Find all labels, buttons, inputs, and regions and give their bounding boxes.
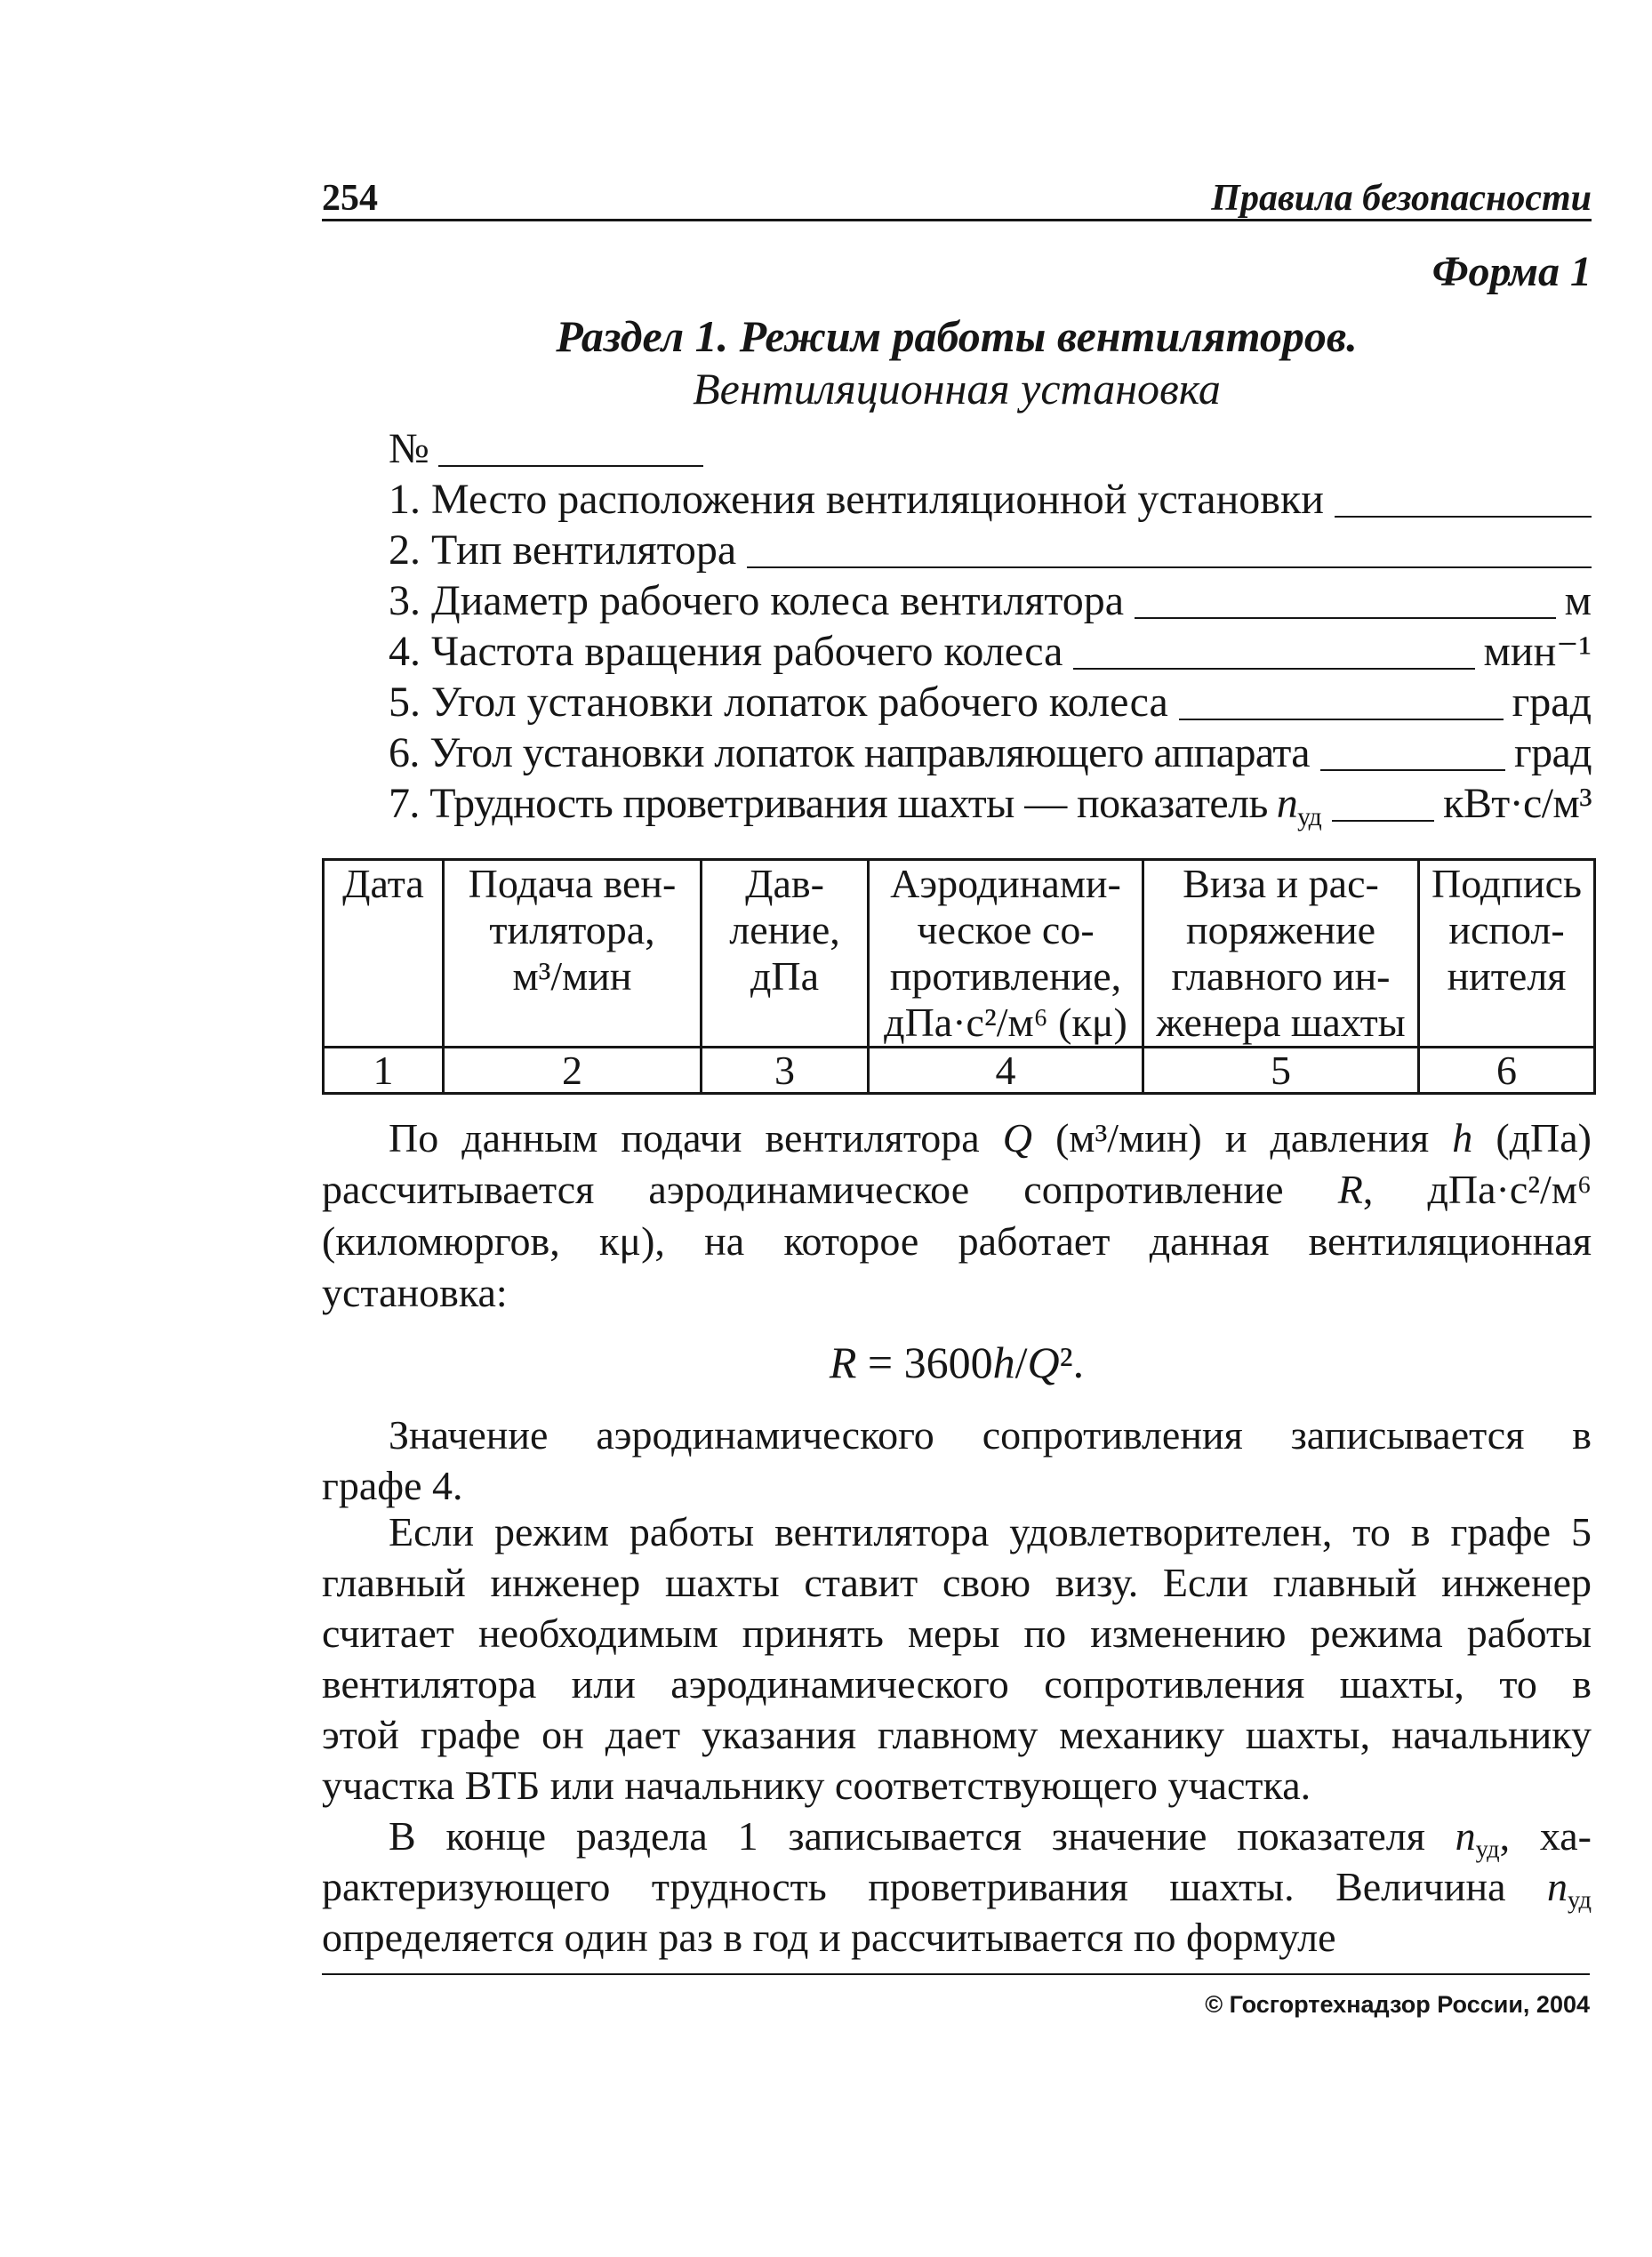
variable-q: Q xyxy=(1002,1115,1033,1161)
variable-n: n xyxy=(1455,1813,1476,1859)
text-line: графе 4. xyxy=(322,1463,463,1508)
field-label: 6. Угол установки лопаток направляющего аппарата xyxy=(389,729,1310,776)
column-number: 2 xyxy=(444,1048,702,1094)
field-unit: кВт·с/м³ xyxy=(1443,780,1592,827)
copyright-notice: © Госгортехнадзор России, 2004 xyxy=(1205,1991,1590,2018)
variable-h: h xyxy=(992,1337,1015,1387)
variable-h: h xyxy=(1452,1115,1473,1161)
field-label: 2. Тип вентилятора xyxy=(389,526,737,574)
variable-r: R xyxy=(1337,1167,1363,1212)
column-number: 4 xyxy=(869,1048,1143,1094)
text-segment: , дПа·с²/м⁶ xyxy=(1362,1167,1592,1212)
installation-number-row xyxy=(389,423,1592,474)
column-number: 3 xyxy=(702,1048,869,1094)
header-line: ление, xyxy=(729,907,840,952)
page-header xyxy=(322,174,1592,221)
field-label-group xyxy=(389,778,1321,829)
header-line: дПа xyxy=(750,953,820,999)
variable-subscript: уд xyxy=(1475,1835,1500,1864)
field-row-rotation-frequency xyxy=(389,626,1592,677)
field-row-guide-vane-angle xyxy=(389,727,1592,778)
symbol-subscript: уд xyxy=(1297,801,1322,831)
field-unit: град xyxy=(1513,729,1592,776)
variable-r: R xyxy=(829,1337,857,1387)
text-line: Если режим работы вентилятора удовлетворителен, то в графе 5 xyxy=(389,1509,1592,1554)
field-label: 1. Место расположения вентиляционной установки xyxy=(389,476,1324,523)
text-line xyxy=(322,1112,1592,1164)
text-line: (киломюргов, кμ), на которое работает данная вентиляционная xyxy=(322,1218,1592,1264)
symbol-n: n xyxy=(1276,780,1298,827)
text-line xyxy=(322,1164,1592,1216)
paragraph-resistance-calculation xyxy=(322,1112,1592,1319)
field-row-fan-type xyxy=(389,525,1592,575)
column-header-date xyxy=(324,860,444,1048)
page-number: 254 xyxy=(322,178,378,219)
field-label: 3. Диаметр рабочего колеса вентилятора xyxy=(389,577,1125,624)
paragraph-column-4 xyxy=(322,1410,1592,1511)
field-row-blade-angle xyxy=(389,677,1592,727)
blank-line xyxy=(438,465,703,467)
blank-line xyxy=(1320,769,1505,771)
column-header-aero-resistance xyxy=(869,860,1143,1048)
footer-divider xyxy=(322,1973,1590,1975)
variable-subscript: уд xyxy=(1568,1886,1592,1915)
text-segment: В конце раздела 1 записывается значение показателя xyxy=(389,1813,1456,1859)
field-unit: м xyxy=(1564,577,1592,624)
field-row-ventilation-difficulty xyxy=(389,778,1592,829)
blank-line xyxy=(1179,719,1504,720)
column-number: 1 xyxy=(324,1048,444,1094)
column-header-fan-flow xyxy=(444,860,702,1048)
header-line: м³/мин xyxy=(512,953,632,999)
header-line: главного ин- xyxy=(1171,953,1391,999)
column-header-pressure xyxy=(702,860,869,1048)
blank-line xyxy=(747,566,1592,568)
text-segment: рактеризующего трудность проветривания шахты. Величина xyxy=(322,1864,1548,1909)
variable-q: Q xyxy=(1027,1337,1060,1387)
header-line: женера шахты xyxy=(1156,1000,1406,1045)
fan-log-table xyxy=(322,858,1596,1095)
text-line: считает необходимым принять меры по изменению режима работы xyxy=(322,1610,1592,1656)
formula-segment: = 3600 xyxy=(856,1337,993,1387)
column-number: 6 xyxy=(1419,1048,1595,1094)
text-line: главный инженер шахты ставит свою визу. Если главный инженер xyxy=(322,1560,1592,1605)
header-line: тилятора, xyxy=(489,907,655,952)
text-segment: , ха- xyxy=(1499,1813,1592,1859)
header-line: Аэродинами- xyxy=(890,861,1121,906)
column-number: 5 xyxy=(1143,1048,1419,1094)
running-title: Правила безопасности xyxy=(1211,178,1592,219)
blank-line xyxy=(1332,820,1434,822)
text-line: вентилятора или аэродинамического сопротивления шахты, то в xyxy=(322,1661,1592,1707)
text-line: установка: xyxy=(322,1270,508,1315)
field-unit: мин⁻¹ xyxy=(1483,628,1592,675)
field-label: 7. Трудность проветривания шахты — показатель xyxy=(389,780,1268,827)
paragraph-ventilation-index xyxy=(322,1811,1592,1963)
blank-line xyxy=(1073,668,1474,670)
form-label: Форма 1 xyxy=(1431,248,1592,295)
header-line: ческое со- xyxy=(917,907,1095,952)
field-label: 5. Угол установки лопаток рабочего колеса xyxy=(389,679,1168,726)
text-segment: (м³/мин) и давления xyxy=(1032,1115,1453,1161)
header-line: Подпись xyxy=(1431,861,1582,906)
variable-n: n xyxy=(1547,1864,1568,1909)
header-line: Подача вен- xyxy=(468,861,677,906)
field-row-location xyxy=(389,474,1592,525)
header-line: нителя xyxy=(1447,953,1567,999)
field-label: 4. Частота вращения рабочего колеса xyxy=(389,628,1063,675)
blank-line xyxy=(1135,617,1556,619)
text-line xyxy=(322,1861,1592,1915)
paragraph-column-5 xyxy=(322,1506,1592,1811)
header-line: Дата xyxy=(342,861,424,906)
text-line xyxy=(322,1811,1592,1864)
section-subtitle: Вентиляционная установка xyxy=(693,364,1221,414)
field-unit: град xyxy=(1512,679,1592,726)
number-sign: № xyxy=(389,425,429,472)
header-line: дПа·с²/м⁶ (кμ) xyxy=(884,1000,1127,1045)
form-fields xyxy=(389,423,1592,829)
header-line: поряжение xyxy=(1185,907,1376,952)
blank-line xyxy=(1335,516,1592,518)
table-number-row xyxy=(324,1048,1595,1094)
header-line: Дав- xyxy=(745,861,824,906)
field-row-impeller-diameter xyxy=(389,575,1592,626)
text-line: участка ВТБ или начальнику соответствующего участка. xyxy=(322,1763,1311,1808)
header-line: испол- xyxy=(1448,907,1565,952)
table-header-row xyxy=(324,860,1595,1048)
column-header-signature xyxy=(1419,860,1595,1048)
column-header-chief-engineer-visa xyxy=(1143,860,1419,1048)
formula xyxy=(322,1337,1592,1388)
section-title: Раздел 1. Режим работы вентиляторов. xyxy=(556,311,1358,361)
text-line: этой графе он дает указания главному механику шахты, начальнику xyxy=(322,1712,1592,1757)
header-line: Виза и рас- xyxy=(1183,861,1379,906)
text-segment: рассчитывается аэродинамическое сопротивление xyxy=(322,1167,1338,1212)
text-line: определяется один раз в год и рассчитывается по формуле xyxy=(322,1915,1336,1960)
text-segment: (дПа) xyxy=(1472,1115,1592,1161)
text-line: Значение аэродинамического сопротивления записывается в xyxy=(389,1412,1592,1458)
text-segment: По данным подачи вентилятора xyxy=(389,1115,1003,1161)
header-line: противление, xyxy=(889,953,1122,999)
formula-segment: / xyxy=(1014,1337,1028,1387)
formula-segment: ². xyxy=(1059,1337,1085,1387)
